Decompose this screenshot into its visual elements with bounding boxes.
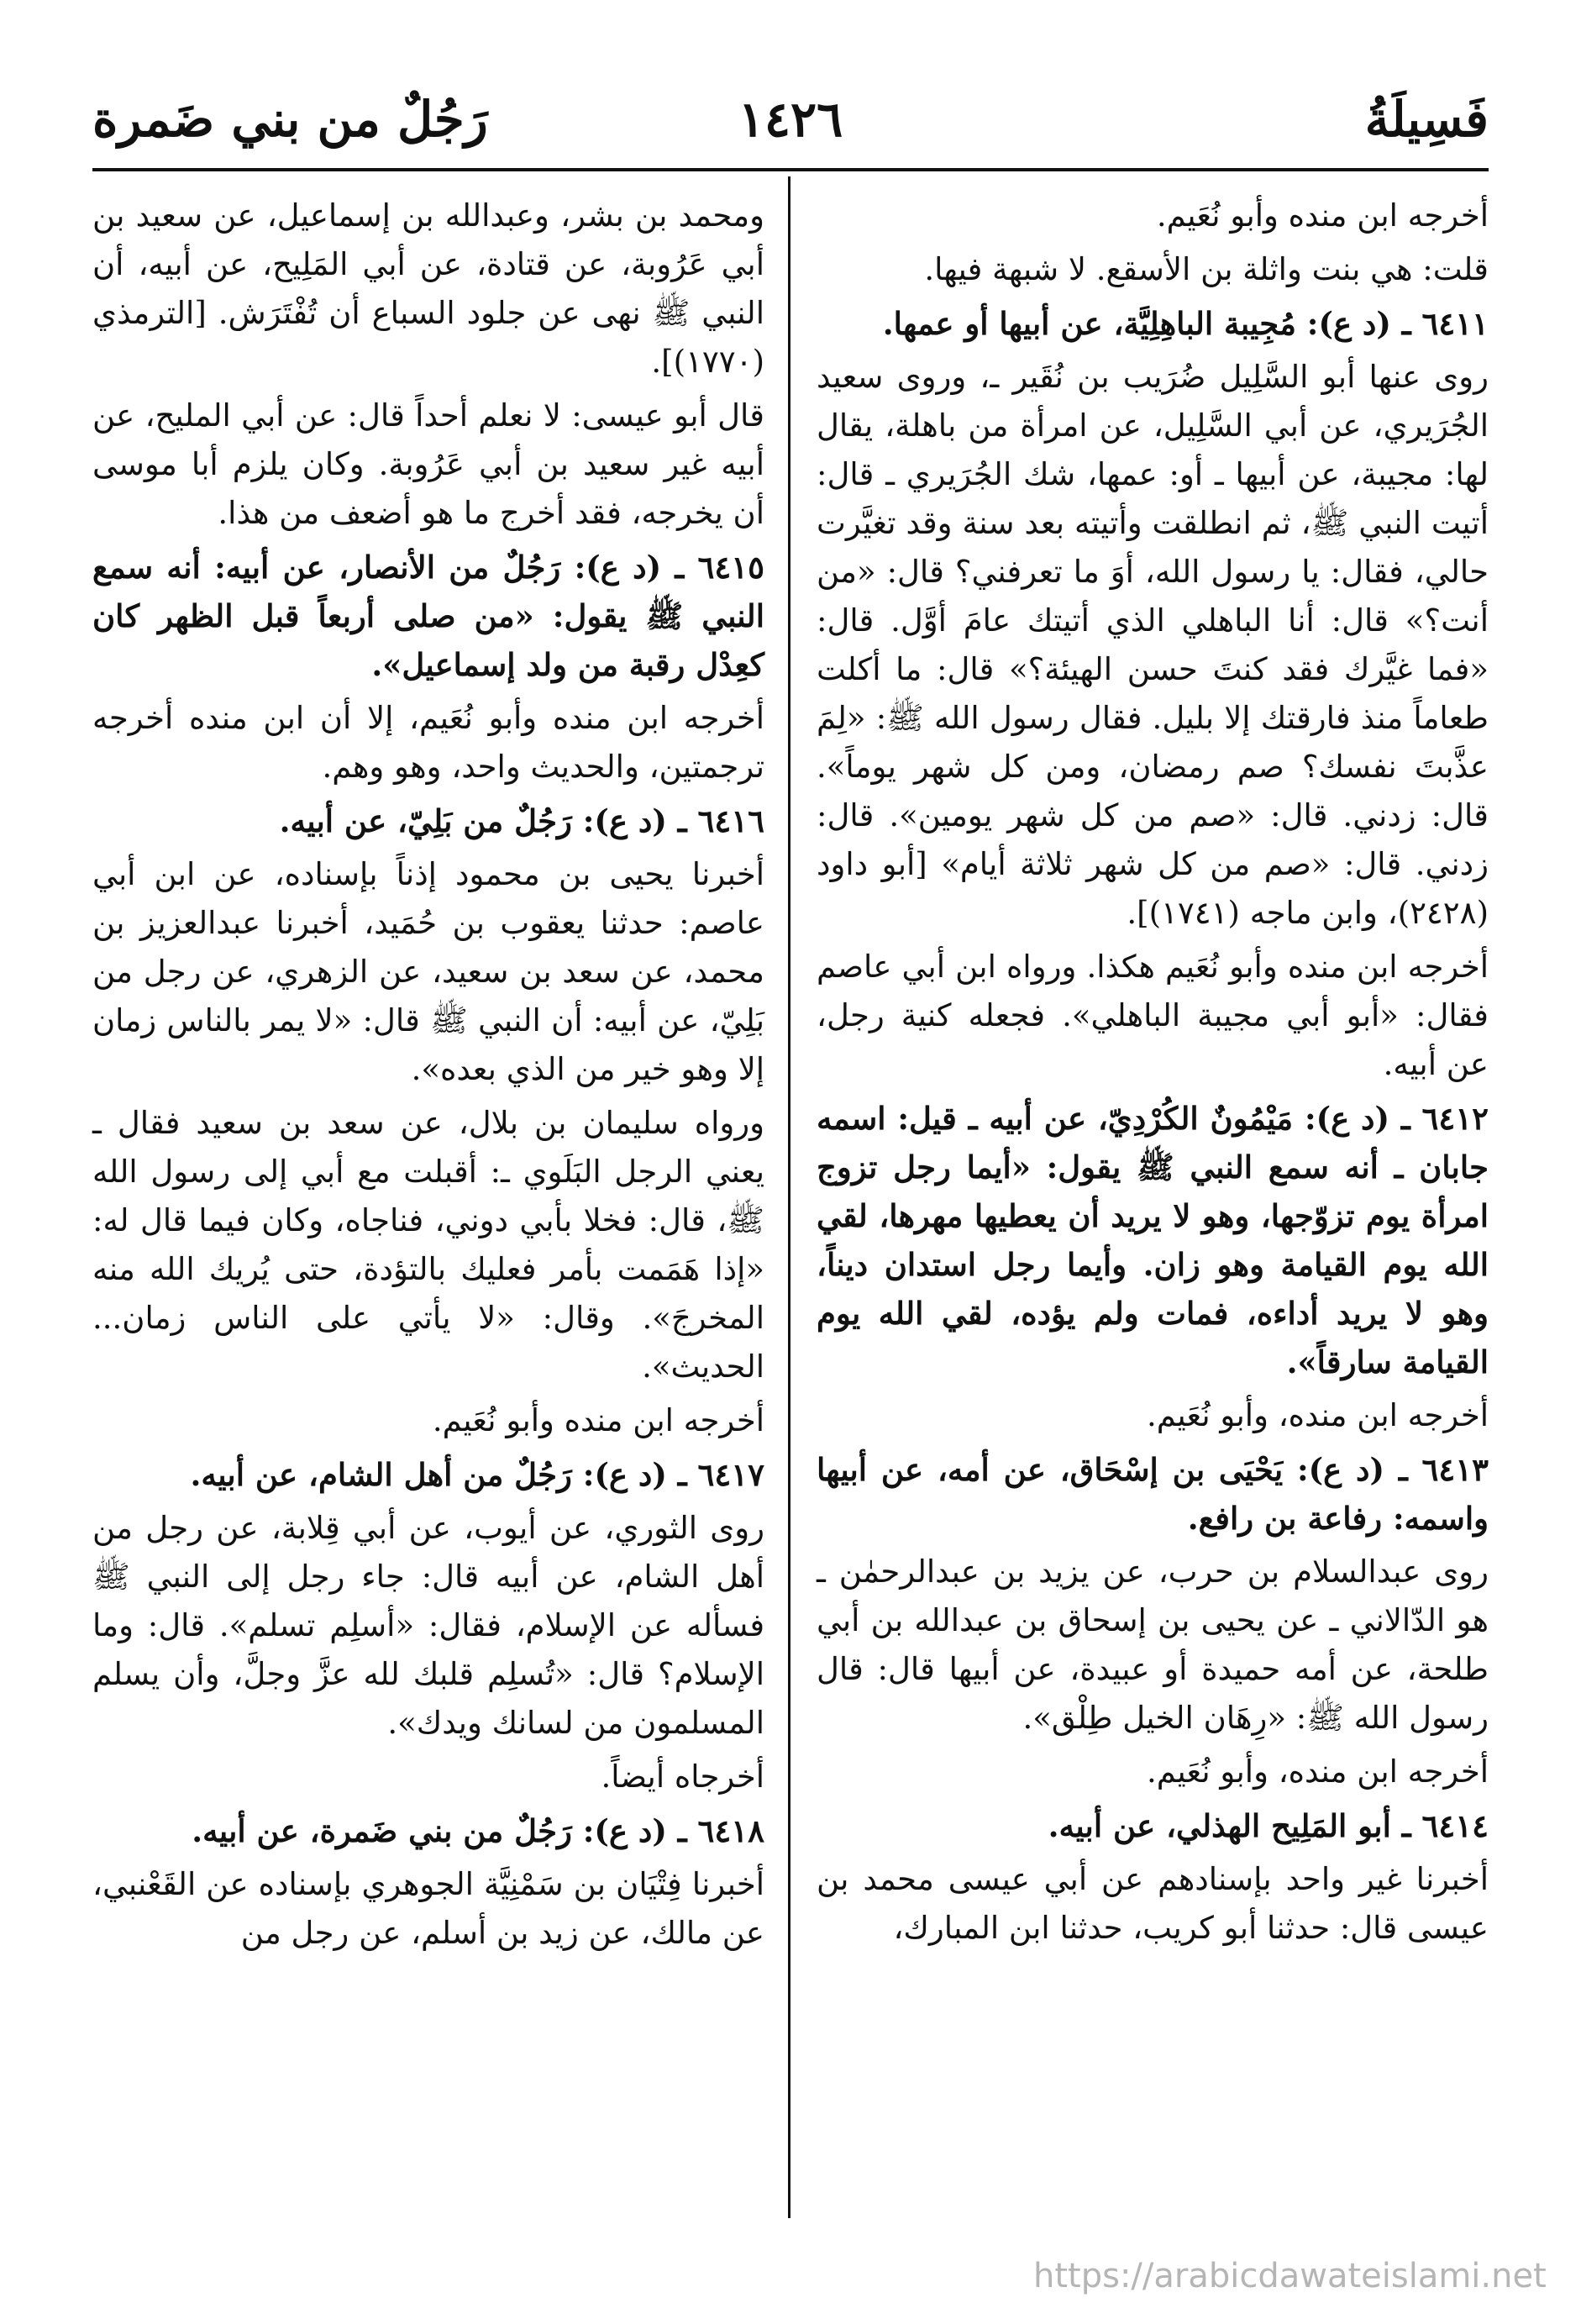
paragraph: أخرجه ابن منده وأبو نُعَيم. bbox=[432, 1402, 764, 1438]
paragraph: ومحمد بن بشر، وعبدالله بن إسماعيل، عن سعيد بن أبي عَرُوبة، عن قتادة، عن أبي المَلِيح، عن أبيه، أن النبي ﷺ نهى عن جلود السباع أن تُفْتَرَش. [الترمذي (١٧٧٠)]. bbox=[92, 197, 764, 380]
paragraph: أخرجه ابن منده، وأبو نُعَيم. bbox=[1146, 1754, 1489, 1790]
paragraph: أخرجاه أيضاً. bbox=[601, 1759, 764, 1795]
paragraph: روى الثوري، عن أيوب، عن أبي قِلابة، عن رجل من أهل الشام، عن أبيه قال: جاء رجل إلى النبي ﷺ فسأله عن الإسلام، فقال: «أسلِم تسلم». قال: وما الإسلام؟ قال: «تُسلِم قلبك لله عزَّ وجلَّ، وأن يسلم المسلمون من لسانك ويدك». bbox=[92, 1510, 764, 1741]
page-number: ١٤٢٦ bbox=[738, 91, 843, 148]
entry-heading: ٦٤١٨ ـ (د ع): رَجُلٌ من بني ضَمرة، عن أبيه. bbox=[192, 1812, 764, 1849]
entry-heading: ٦٤١١ ـ (د ع): مُجِيبة الباهِلِيَّة، عن أبيها أو عمها. bbox=[882, 305, 1489, 342]
entry-heading: ٦٤١٦ ـ (د ع): رَجُلٌ من بَلِيّ، عن أبيه. bbox=[279, 802, 764, 839]
paragraph: أخبرنا غير واحد بإسنادهم عن أبي عيسى محمد بن عيسى قال: حدثنا أبو كريب، حدثنا ابن المبارك، bbox=[817, 1861, 1489, 1946]
paragraph: أخرجه ابن منده وأبو نُعَيم هكذا. ورواه ابن أبي عاصم فقال: «أبو أبي مجيبة الباهلي». فجعله كنية رجل، عن أبيه. bbox=[817, 949, 1489, 1082]
header-running-title: رَجُلٌ من بني ضَمرة bbox=[92, 91, 488, 148]
paragraph: أخرجه ابن منده وأبو نُعَيم. bbox=[1156, 197, 1489, 234]
entry-heading: ٦٤١٢ ـ (د ع): مَيْمُونٌ الكُرْدِيّ، عن أبيه ـ قيل: اسمه جابان ـ أنه سمع النبي ﷺ يقول: «أيما رجل تزوج امرأة يوم تزوّجها، وهو لا يريد أن يعطيها مهرها، لقي الله يوم القيامة وهو زان. وأيما رجل استدان ديناً، وهو لا يريد أداءه، فمات ولم يؤده، لقي الله يوم القيامة سارقاً». bbox=[817, 1100, 1489, 1380]
entry-heading: ٦٤١٧ ـ (د ع): رَجُلٌ من أهل الشام، عن أبيه. bbox=[190, 1456, 764, 1493]
entry-heading: ٦٤١٤ ـ أبو المَلِيح الهذلي، عن أبيه. bbox=[1048, 1807, 1489, 1844]
right-column bbox=[817, 192, 1489, 1958]
paragraph: أخرجه ابن منده وأبو نُعَيم، إلا أن ابن منده أخرجه ترجمتين، والحديث واحد، وهو وهم. bbox=[92, 700, 764, 785]
entry-heading: ٦٤١٥ ـ (د ع): رَجُلٌ من الأنصار، عن أبيه: أنه سمع النبي ﷺ يقول: «من صلى أربعاً قبل الظهر كان كعِدْل رقبة من ولد إسماعيل». bbox=[92, 549, 764, 683]
paragraph: قال أبو عيسى: لا نعلم أحداً قال: عن أبي المليح، عن أبيه غير سعيد بن أبي عَرُوبة. وكان يلزم أبا موسى أن يخرجه، فقد أخرج ما هو أضعف من هذا. bbox=[92, 397, 764, 531]
watermark-url: https://arabicdawateislami.net bbox=[1033, 2257, 1547, 2295]
paragraph: أخبرنا يحيى بن محمود إذناً بإسناده، عن ابن أبي عاصم: حدثنا يعقوب بن حُمَيد، أخبرنا عبدالعزيز بن محمد، عن سعد بن سعيد، عن الزهري، عن رجل من بَلِيّ، عن أبيه: أن النبي ﷺ قال: «لا يمر بالناس زمان إلا وهو خير من الذي بعده». bbox=[92, 856, 764, 1087]
header-entry-title: فَسِيلَةُ bbox=[1364, 91, 1489, 148]
paragraph: روى عبدالسلام بن حرب، عن يزيد بن عبدالرحمٰن ـ هو الدّالاني ـ عن يحيى بن إسحاق بن عبدالله بن أبي طلحة، عن أمه حميدة أو عبيدة، عن أبيها قال: قال رسول الله ﷺ: «رِهَان الخيل طِلْق». bbox=[817, 1554, 1489, 1736]
paragraph: أخرجه ابن منده، وأبو نُعَيم. bbox=[1146, 1397, 1489, 1433]
paragraph: روى عنها أبو السَّلِيل ضُرَيب بن نُقَير ـ، وروى سعيد الجُرَيري، عن أبي السَّلِيل، عن امرأة من باهلة، يقال لها: مجيبة، عن أبيها ـ أو: عمها، شك الجُرَيري ـ قال: أتيت النبي ﷺ، ثم انطلقت وأتيته بعد سنة وقد تغيَّرت حالي، فقال: يا رسول الله، أوَ ما تعرفني؟ قال: «من أنت؟» قال: أنا الباهلي الذي أتيتك عامَ أوَّل. قال: «فما غيَّرك فقد كنتَ حسن الهيئة؟» قال: ما أكلت طعاماً منذ فارقتك إلا بليل. فقال رسول الله ﷺ: «لِمَ عذَّبتَ نفسك؟ صم رمضان، ومن كل شهر يوماً». قال: زدني. قال: «صم من كل شهر يومين». قال: زدني. قال: «صم من كل شهر ثلاثة أيام» [أبو داود (٢٤٢٨)، وابن ماجه (١٧٤١)]. bbox=[817, 359, 1489, 931]
paragraph: أخبرنا فِتْيَان بن سَمْنِيَّة الجوهري بإسناده عن القَعْنبي، عن مالك، عن زيد بن أسلم، عن رجل من bbox=[92, 1866, 764, 1951]
paragraph: ورواه سليمان بن بلال، عن سعد بن سعيد فقال ـ يعني الرجل البَلَوي ـ: أقبلت مع أبي إلى رسول الله ﷺ، قال: فخلا بأبي دوني، فناجاه، وكان فيما قال له: «إذا هَمَمت بأمر فعليك بالتؤدة، حتى يُريك الله منه المخرجَ». وقال: «لا يأتي على الناس زمان... الحديث». bbox=[92, 1105, 764, 1385]
page-header bbox=[92, 84, 1489, 160]
left-column bbox=[92, 192, 764, 1963]
column-divider bbox=[788, 176, 790, 2218]
header-rule bbox=[92, 168, 1489, 171]
paragraph: قلت: هي بنت واثلة بن الأسقع. لا شبهة فيها. bbox=[924, 251, 1489, 287]
entry-heading: ٦٤١٣ ـ (د ع): يَحْيَى بن إسْحَاق، عن أمه، عن أبيها واسمه: رفاعة بن رافع. bbox=[817, 1451, 1489, 1537]
